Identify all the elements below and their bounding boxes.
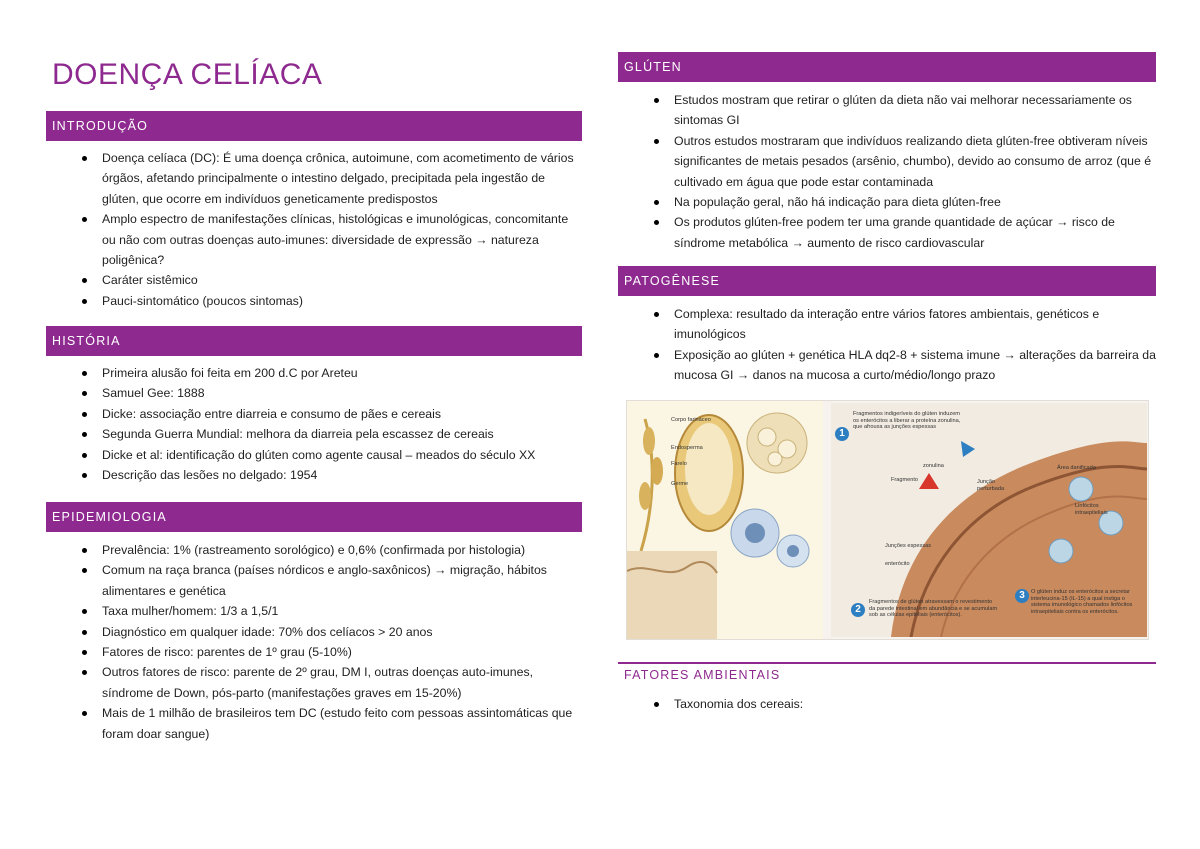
list-item: Estudos mostram que retirar o glúten da dieta não vai melhorar necessariamente os sintomas GI — [618, 90, 1156, 131]
list-item: Outros estudos mostraram que indivíduos realizando dieta glúten-free obtiveram níveis significantes de metais pesados (arsênio, chumbo), devido ao consumo de arroz (que é cultivado em água que pode estar contaminada — [618, 131, 1156, 192]
list-item: Primeira alusão foi feita em 200 d.C por Areteu — [46, 363, 582, 383]
historia-list — [46, 363, 582, 485]
list-item: Na população geral, não há indicação para dieta glúten-free — [618, 192, 1156, 212]
list-item: Mais de 1 milhão de brasileiros tem DC (estudo feito com pessoas assintomáticas que foram doar sangue) — [46, 703, 582, 744]
section-heading-gluten: GLÚTEN — [618, 52, 1156, 82]
fig-label-enterocito: enterócito — [885, 561, 910, 567]
page-title: DOENÇA CELÍACA — [52, 58, 323, 91]
list-item: Taxonomia dos cereais: — [618, 694, 1156, 714]
fatores-list — [618, 694, 1156, 714]
list-item: Descrição das lesões no delgado: 1954 — [46, 465, 582, 485]
fig-label-endosperma: Endosperma — [671, 445, 703, 451]
wheat-grain-illustration — [627, 401, 823, 639]
section-heading-epidemiologia: EPIDEMIOLOGIA — [46, 502, 582, 532]
list-item: Dicke et al: identificação do glúten como agente causal – meados do século XX — [46, 445, 582, 465]
list-item: Exposição ao glúten + genética HLA dq2-8 + sistema imune → alterações da barreira da mucosa GI → danos na mucosa a curto/médio/longo prazo — [618, 345, 1156, 386]
fig-label-fragmento: Fragmento — [891, 477, 919, 483]
list-item: Fatores de risco: parentes de 1º grau (5-10%) — [46, 642, 582, 662]
gluten-list — [618, 90, 1156, 253]
list-item: Diagnóstico em qualquer idade: 70% dos celíacos > 20 anos — [46, 622, 582, 642]
step-3-badge: 3 — [1015, 589, 1029, 603]
fig-label-linfocitos: Linfócitos intraepiteliais — [1075, 503, 1108, 516]
fig-label-zonulina: zonulina — [923, 463, 944, 469]
grain-panel — [627, 401, 823, 639]
introducao-list — [46, 148, 582, 311]
list-item: Os produtos glúten-free podem ter uma grande quantidade de açúcar → risco de síndrome metabólica → aumento de risco cardiovascular — [618, 212, 1156, 253]
fig-label-farelo: Farelo — [671, 461, 687, 467]
fig-label-step3: O glúten induz os enterócitos a secretar interleucina-15 (IL-15) a qual instiga o sistema imunológico chamados linfócitos intraepiteliais contra os enterócitos. — [1031, 589, 1133, 615]
list-item: Doença celíaca (DC): É uma doença crônica, autoimune, com acometimento de vários órgãos, afetando principalmente o intestino delgado, precipitada pela ingestão de glúten, que ocorre em indivíduos geneticamente predispostos — [46, 148, 582, 209]
list-item: Pauci-sintomático (poucos sintomas) — [46, 291, 582, 311]
list-item: Taxa mulher/homem: 1/3 a 1,5/1 — [46, 601, 582, 621]
step-2-badge: 2 — [851, 603, 865, 617]
section-heading-introducao: INTRODUÇÃO — [46, 111, 582, 141]
pathogenesis-figure — [626, 400, 1149, 640]
list-item: Complexa: resultado da interação entre vários fatores ambientais, genéticos e imunológicos — [618, 304, 1156, 345]
step-1-badge: 1 — [835, 427, 849, 441]
patogenese-list — [618, 304, 1156, 386]
list-item: Segunda Guerra Mundial: melhora da diarreia pela escassez de cereais — [46, 424, 582, 444]
list-item: Dicke: associação entre diarreia e consumo de pães e cereais — [46, 404, 582, 424]
list-item: Samuel Gee: 1888 — [46, 383, 582, 403]
section-heading-patogenese: PATOGÊNESE — [618, 266, 1156, 296]
fig-label-step2: Fragmentos de glúten atravessam o revestimento da parede intestinal em abundância e se acumulam sob as células epiteliais (enterócitos). — [869, 599, 998, 619]
section-heading-fatores: FATORES AMBIENTAIS — [618, 662, 1156, 684]
fig-label-germe: Germe — [671, 481, 689, 487]
fig-label-step1: Fragmentos indigeríveis do glúten induzem os enterócitos a liberar a proteína zonulina, que afrouxa as junções espessas — [853, 411, 961, 431]
section-heading-historia: HISTÓRIA — [46, 326, 582, 356]
intestine-panel — [831, 403, 1147, 637]
list-item: Amplo espectro de manifestações clínicas, histológicas e imunológicas, concomitante ou não com outras doenças auto-imunes: diversidade de expressão → natureza poligênica? — [46, 209, 582, 270]
fig-label-juncao: Junção perturbada — [977, 479, 1005, 492]
list-item: Prevalência: 1% (rastreamento sorológico) e 0,6% (confirmada por histologia) — [46, 540, 582, 560]
list-item: Caráter sistêmico — [46, 270, 582, 290]
fig-label-corpo: Corpo farináceo — [671, 417, 711, 423]
fig-label-area: Área danificada — [1057, 465, 1096, 471]
list-item: Comum na raça branca (países nórdicos e anglo-saxônicos) → migração, hábitos alimentares e genética — [46, 560, 582, 601]
epidemiologia-list — [46, 540, 582, 744]
fig-label-juncoes: Junções espessas — [885, 543, 932, 549]
list-item: Outros fatores de risco: parente de 2º grau, DM I, outras doenças auto-imunes, síndrome de Down, pós-parto (manifestações graves em 15-20%) — [46, 662, 582, 703]
